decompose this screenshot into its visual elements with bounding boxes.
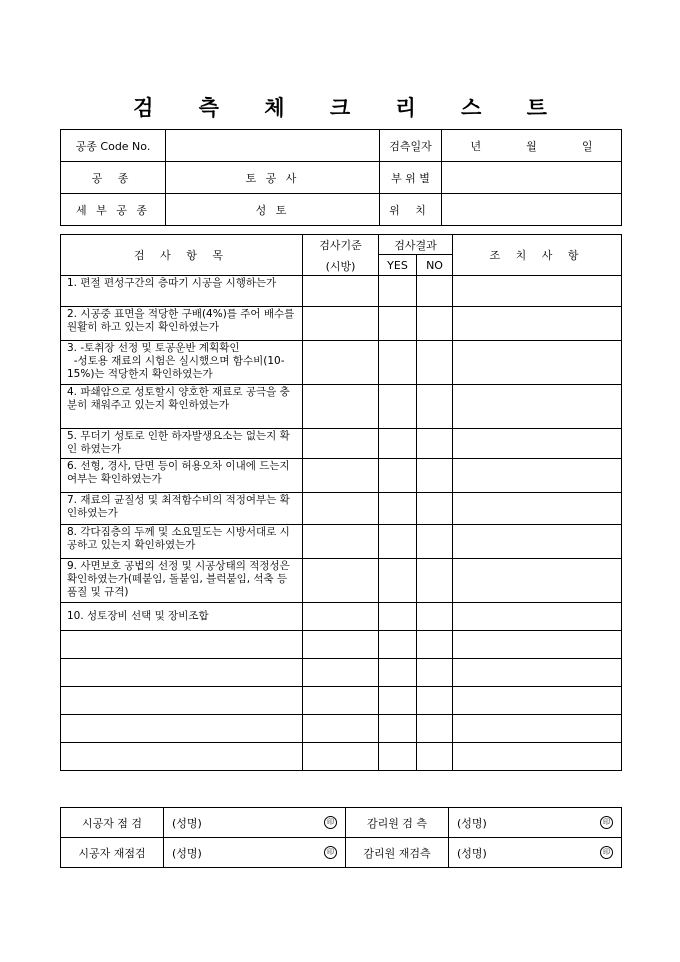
yes-cell[interactable]	[379, 687, 417, 715]
location-field[interactable]	[442, 194, 622, 226]
date-day: 일	[581, 139, 593, 153]
inspection-item	[61, 715, 303, 743]
col-yes: YES	[379, 255, 417, 276]
yes-cell[interactable]	[379, 743, 417, 771]
seal-icon: 印	[324, 816, 337, 829]
standard-cell[interactable]	[303, 659, 379, 687]
inspection-item: 5. 무더기 성토로 인한 하자발생요소는 없는지 확인 하였는가	[61, 429, 303, 459]
action-cell[interactable]	[453, 385, 622, 429]
standard-cell[interactable]	[303, 743, 379, 771]
action-cell[interactable]	[453, 493, 622, 525]
inspection-item	[61, 659, 303, 687]
col-no: NO	[417, 255, 453, 276]
inspection-item: 9. 사면보호 공법의 선정 및 시공상태의 적정성은 확인하였는가(떼붙임, 돌붙임, 블럭붙임, 석축 등 품질 및 규격)	[61, 559, 303, 603]
contractor-inspect-label: 시공자 점 검	[61, 808, 164, 838]
action-cell[interactable]	[453, 659, 622, 687]
no-cell[interactable]	[417, 603, 453, 631]
name-label: (성명)	[172, 816, 202, 830]
action-cell[interactable]	[453, 429, 622, 459]
no-cell[interactable]	[417, 559, 453, 603]
no-cell[interactable]	[417, 715, 453, 743]
standard-cell[interactable]	[303, 307, 379, 341]
standard-cell[interactable]	[303, 559, 379, 603]
standard-cell[interactable]	[303, 341, 379, 385]
no-cell[interactable]	[417, 341, 453, 385]
standard-cell[interactable]	[303, 276, 379, 307]
inspection-item	[61, 743, 303, 771]
col-action: 조 치 사 항	[453, 235, 622, 276]
checklist-row	[61, 631, 622, 659]
detail-work-value[interactable]: 성 토	[166, 194, 380, 226]
seal-icon: 印	[324, 846, 337, 859]
checklist-row	[61, 525, 622, 559]
detail-work-label: 세 부 공 종	[61, 194, 166, 226]
standard-cell[interactable]	[303, 687, 379, 715]
yes-cell[interactable]	[379, 385, 417, 429]
standard-cell[interactable]	[303, 715, 379, 743]
yes-cell[interactable]	[379, 307, 417, 341]
work-type-label: 공 종	[61, 162, 166, 194]
checklist-row	[61, 603, 622, 631]
yes-cell[interactable]	[379, 603, 417, 631]
standard-cell[interactable]	[303, 525, 379, 559]
name-label: (성명)	[457, 846, 487, 860]
header-table	[60, 129, 622, 226]
no-cell[interactable]	[417, 429, 453, 459]
yes-cell[interactable]	[379, 631, 417, 659]
inspection-item: 8. 각다짐층의 두께 및 소요밀도는 시방서대로 시공하고 있는지 확인하였는가	[61, 525, 303, 559]
col-standard-sub: (시방)	[325, 259, 356, 273]
no-cell[interactable]	[417, 631, 453, 659]
action-cell[interactable]	[453, 559, 622, 603]
part-field[interactable]	[442, 162, 622, 194]
action-cell[interactable]	[453, 687, 622, 715]
signature-table	[60, 807, 622, 868]
action-cell[interactable]	[453, 631, 622, 659]
col-standard-label: 검사기준	[319, 238, 362, 252]
inspection-item: 1. 편절 편성구간의 층따기 시공을 시행하는가	[61, 276, 303, 307]
inspection-item	[61, 631, 303, 659]
checklist-row	[61, 687, 622, 715]
col-standard	[303, 235, 379, 276]
date-year: 년	[470, 139, 482, 153]
action-cell[interactable]	[453, 459, 622, 493]
name-label: (성명)	[172, 846, 202, 860]
no-cell[interactable]	[417, 493, 453, 525]
action-cell[interactable]	[453, 525, 622, 559]
inspection-date-label: 검측일자	[380, 130, 442, 162]
yes-cell[interactable]	[379, 459, 417, 493]
checklist-row	[61, 307, 622, 341]
supervisor-reinspect-sign[interactable]	[449, 838, 622, 868]
inspection-item: 4. 파쇄암으로 성토할시 양호한 재료로 공극을 충분히 채워주고 있는지 확인하였는가	[61, 385, 303, 429]
inspection-item: 7. 재료의 균질성 및 최적함수비의 적정여부는 확인하였는가	[61, 493, 303, 525]
checklist-row	[61, 715, 622, 743]
col-inspection-item: 검 사 항 목	[61, 235, 303, 276]
location-label: 위 치	[380, 194, 442, 226]
inspection-item: 3. -토취장 선정 및 토공운반 계획확인 -성토용 재료의 시험은 실시했으며 함수비(10-15%)는 적당한지 확인하였는가	[61, 341, 303, 385]
work-code-label: 공종 Code No.	[61, 130, 166, 162]
no-cell[interactable]	[417, 525, 453, 559]
checklist-row	[61, 276, 622, 307]
standard-cell[interactable]	[303, 603, 379, 631]
action-cell[interactable]	[453, 715, 622, 743]
no-cell[interactable]	[417, 307, 453, 341]
action-cell[interactable]	[453, 341, 622, 385]
action-cell[interactable]	[453, 307, 622, 341]
action-cell[interactable]	[453, 743, 622, 771]
checklist-row	[61, 429, 622, 459]
yes-cell[interactable]	[379, 559, 417, 603]
standard-cell[interactable]	[303, 493, 379, 525]
inspection-item: 10. 성토장비 선택 및 장비조합	[61, 603, 303, 631]
standard-cell[interactable]	[303, 459, 379, 493]
inspection-item	[61, 687, 303, 715]
action-cell[interactable]	[453, 603, 622, 631]
no-cell[interactable]	[417, 385, 453, 429]
supervisor-reinspect-label: 감리원 재검측	[346, 838, 449, 868]
inspection-item: 6. 선형, 경사, 단면 등이 허용오차 이내에 드는지 여부는 확인하였는가	[61, 459, 303, 493]
yes-cell[interactable]	[379, 659, 417, 687]
supervisor-inspect-label: 감리원 검 측	[346, 808, 449, 838]
yes-cell[interactable]	[379, 493, 417, 525]
standard-cell[interactable]	[303, 385, 379, 429]
col-result: 검사결과	[379, 235, 453, 255]
checklist-table	[60, 234, 622, 771]
no-cell[interactable]	[417, 687, 453, 715]
seal-icon: 印	[600, 816, 613, 829]
yes-cell[interactable]	[379, 429, 417, 459]
inspection-item: 2. 시공중 표면을 적당한 구배(4%)를 주어 배수를 원활히 하고 있는지 확인하였는가	[61, 307, 303, 341]
yes-cell[interactable]	[379, 341, 417, 385]
checklist-row	[61, 459, 622, 493]
name-label: (성명)	[457, 816, 487, 830]
work-code-field[interactable]	[166, 130, 380, 162]
no-cell[interactable]	[417, 459, 453, 493]
no-cell[interactable]	[417, 276, 453, 307]
no-cell[interactable]	[417, 659, 453, 687]
inspection-date-field[interactable]	[442, 130, 622, 162]
yes-cell[interactable]	[379, 715, 417, 743]
part-label: 부 위 별	[380, 162, 442, 194]
date-month: 월	[526, 139, 537, 153]
checklist-row	[61, 659, 622, 687]
yes-cell[interactable]	[379, 525, 417, 559]
supervisor-inspect-sign[interactable]	[449, 808, 622, 838]
page-title: 검 측 체 크 리 스 트	[133, 95, 566, 120]
contractor-inspect-sign[interactable]	[164, 808, 346, 838]
standard-cell[interactable]	[303, 429, 379, 459]
seal-icon: 印	[600, 846, 613, 859]
standard-cell[interactable]	[303, 631, 379, 659]
work-type-value[interactable]: 토 공 사	[166, 162, 380, 194]
contractor-reinspect-sign[interactable]	[164, 838, 346, 868]
action-cell[interactable]	[453, 276, 622, 307]
contractor-reinspect-label: 시공자 재점검	[61, 838, 164, 868]
no-cell[interactable]	[417, 743, 453, 771]
checklist-row	[61, 341, 622, 385]
checklist-row	[61, 559, 622, 603]
checklist-row	[61, 743, 622, 771]
yes-cell[interactable]	[379, 276, 417, 307]
checklist-row	[61, 385, 622, 429]
checklist-row	[61, 493, 622, 525]
